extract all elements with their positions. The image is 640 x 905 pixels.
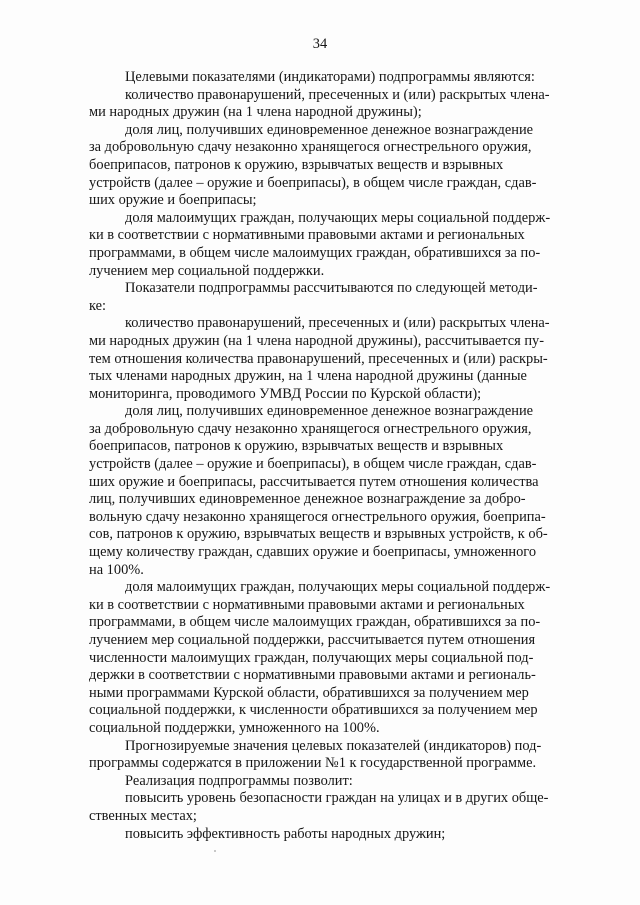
paragraph-forecast-values: Прогнозируемые значения целевых показателей (индикаторов) под- программы содержатся в приложении №1 к государственной программе. (89, 737, 542, 772)
paragraph-implementation-intro: Реализация подпрограммы позволит: (125, 772, 353, 789)
paragraph-outcome-safety: повысить уровень безопасности граждан на улицах и в других обще- ственных местах; (89, 790, 549, 824)
paragraph-method-low-income: доля малоимущих граждан, получающих меры социальной поддерж- ки в соответствии с нормативными правовыми актами и региональных программами, в общем числе малоимущих граждан, обратившихся за по- лучением мер социальной поддержки, рассчитывается путем отношения численности малоимущих граждан, получающих меры социальной под- держки в соответствии с нормативными правовыми актами и региональ- ными программами Курской области, обратившихся за получением мер социальной поддержки, к численности обратившихся за получением мер социальной поддержки, умноженного на 100%. (89, 579, 551, 736)
paragraph-indicator-offenses: количество правонарушений, пресеченных и (или) раскрытых члена- ми народных дружин (на 1 члена народной дружины); (89, 86, 550, 121)
paragraph-indicator-low-income: доля малоимущих граждан, получающих меры социальной поддерж- ки в соответствии с нормативными правовыми актами и региональных программами, в общем числе малоимущих граждан, обратившихся за по- лучением мер социальной поддержки. (89, 209, 551, 279)
body-text (89, 69, 574, 843)
paragraph-targets-intro: Целевыми показателями (индикаторами) подпрограммы являются: (125, 69, 535, 85)
paragraph-indicator-weapons: доля лиц, получивших единовременное денежное вознаграждение за добровольную сдачу незаконно хранящегося огнестрельного оружия, боеприпасов, патронов к оружию, взрывчатых веществ и взрывных устройств (далее – оружие и боеприпасы), в общем числе граждан, сдав- ших оружие и боеприпасы; (89, 121, 537, 209)
scan-speck (214, 850, 216, 852)
paragraph-methodology-intro: Показатели подпрограммы рассчитываются по следующей методи- ке: (89, 280, 538, 314)
paragraph-method-weapons: доля лиц, получивших единовременное денежное вознаграждение за добровольную сдачу незаконно хранящегося огнестрельного оружия, боеприпасов, патронов к оружию, взрывчатых веществ и взрывных устройств (далее – оружие и боеприпасы), в общем числе граждан, сдав- ших оружие и боеприпасы, рассчитывается путем отношения количества лиц, получивших единовременное денежное вознаграждение за добро- вольную сдачу незаконно хранящегося огнестрельного оружия, боеприпа- сов, патронов к оружию, взрывчатых веществ и взрывных устройств, к об- щему количеству граждан, сдавших оружие и боеприпасы, умноженного на 100%. (89, 403, 548, 578)
page-number: 34 (312, 36, 328, 52)
paragraph-outcome-efficiency: повысить эффективность работы народных дружин; (125, 825, 446, 842)
paragraph-method-offenses: количество правонарушений, пресеченных и (или) раскрытых члена- ми народных дружин (на 1 члена народной дружины), рассчитывается пу- тем отношения количества правонарушений, пресеченных и (или) раскры- тых членами народных дружин, на 1 члена народной дружины (данные мониторинга, проводимого УМВД России по Курской области); (89, 315, 550, 402)
